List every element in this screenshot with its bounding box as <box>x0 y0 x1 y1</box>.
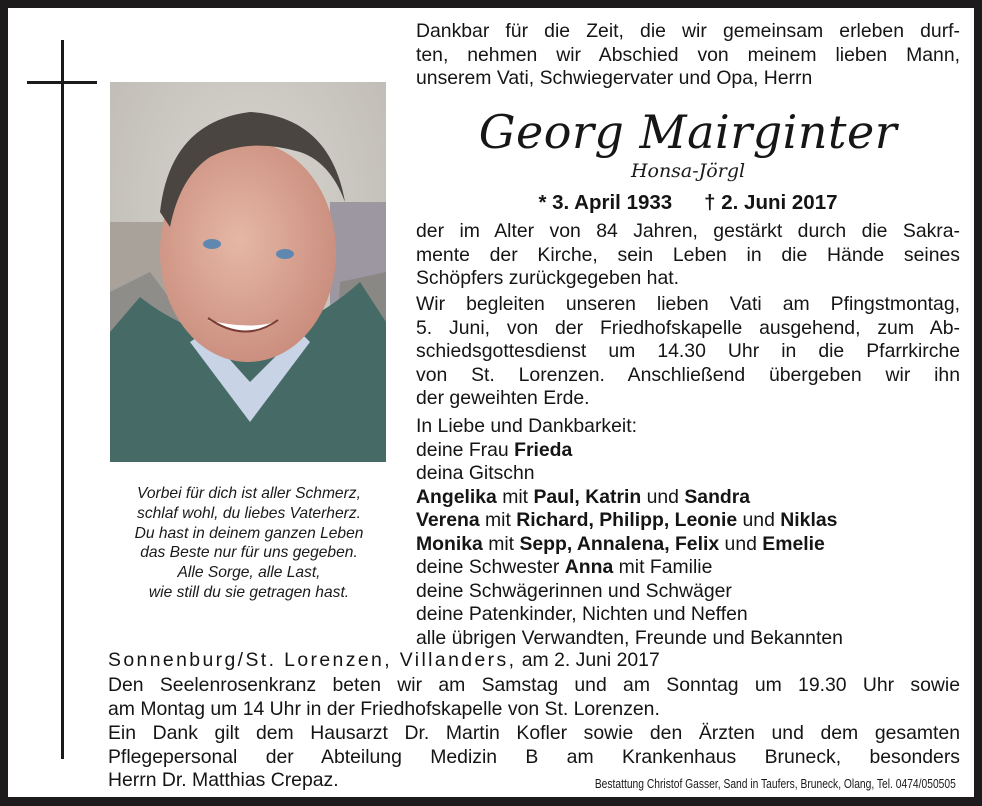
sister-name: Anna <box>564 556 614 578</box>
text-line: der im Alter von 84 Jahren, gestärkt durch die Sakra- <box>416 220 960 242</box>
label: und <box>724 532 757 555</box>
text-line: 5. Juni, von der Friedhofskapelle ausgehend, zum Ab- <box>416 316 960 339</box>
cross-icon <box>61 40 64 759</box>
deceased-name: Georg Mairginter <box>478 105 898 159</box>
label: deine Frau <box>416 438 509 461</box>
mourner-group: alle übrigen Verwandten, Freunde und Bekannten <box>416 626 843 649</box>
text-line: der geweihten Erde. <box>416 387 590 409</box>
label: mit <box>485 509 511 531</box>
partner-names: Emelie <box>762 532 825 555</box>
partner-names: Sandra <box>684 485 751 508</box>
partner-names: Paul, Katrin <box>533 485 642 508</box>
funeral-paragraph <box>416 293 960 411</box>
text-line: Wir begleiten unseren lieben Vati am Pfingstmontag, <box>416 293 960 315</box>
wife-name: Frieda <box>514 438 573 461</box>
intro-paragraph <box>416 20 960 91</box>
label: und <box>742 509 775 531</box>
mourners-list <box>416 415 960 650</box>
mourner-wife <box>416 439 960 463</box>
children-heading: deina Gitschn <box>416 462 535 484</box>
label: und <box>646 485 679 508</box>
undertaker-credit: Bestattung Christof Gasser, Sand in Taufers, Bruneck, Olang, Tel. 0474/050505 <box>594 776 956 791</box>
poem-line: schlaf wohl, du liebes Vaterherz. <box>137 504 361 522</box>
text-line: Pflegepersonal der Abteilung Medizin B am Krankenhaus Bruneck, besonders <box>108 745 960 768</box>
text-line: schiedsgottesdienst um 14.30 Uhr in die Pfarrkirche <box>416 340 960 362</box>
life-dates <box>416 191 960 215</box>
rosary-paragraph <box>108 674 960 721</box>
sacraments-paragraph <box>416 220 960 291</box>
label: deine Schwester <box>416 556 560 578</box>
text-line: Dankbar für die Zeit, die wir gemeinsam erleben durf- <box>416 20 960 42</box>
mourner-sister <box>416 556 960 580</box>
mourner-child <box>416 533 960 557</box>
text-line: Ein Dank gilt dem Hausarzt Dr. Martin Kofler sowie den Ärzten und dem gesamten <box>108 722 960 744</box>
birth-date: * 3. April 1933 <box>538 191 673 214</box>
portrait-illustration <box>110 82 386 462</box>
poem-line: wie still du sie getragen hast. <box>148 583 350 601</box>
text-line: Den Seelenrosenkranz beten wir am Samstag und am Sonntag um 19.30 Uhr sowie <box>108 674 960 696</box>
poem-line: das Beste nur für uns gegeben. <box>140 544 358 562</box>
portrait-photo <box>110 82 386 462</box>
text-line: ten, nehmen wir Abschied von meinem lieben Mann, <box>416 43 960 66</box>
text-line: mente der Kirche, sein Leben in die Hände seines <box>416 243 960 266</box>
deceased-nickname: Honsa-Jörgl <box>630 160 746 182</box>
mourner-group: deine Schwägerinnen und Schwäger <box>416 579 732 602</box>
partner-names: Sepp, Annalena, Felix <box>519 532 720 555</box>
text-line: Schöpfers zurückgegeben hat. <box>416 267 680 289</box>
text-line: von St. Lorenzen. Anschließend übergeben wir ihn <box>416 363 960 386</box>
cross-icon-bar <box>27 81 97 84</box>
poem-line: Alle Sorge, alle Last, <box>177 564 321 582</box>
place-names: Sonnenburg/St. Lorenzen, Villanders, <box>108 649 517 671</box>
child-name: Verena <box>416 509 480 531</box>
text-line: unserem Vati, Schwiegervater und Opa, Herrn <box>416 67 813 89</box>
text-line: Herrn Dr. Matthias Crepaz. <box>108 769 339 791</box>
obituary-notice <box>8 8 974 797</box>
label: mit <box>502 485 529 508</box>
mourners-heading: In Liebe und Dankbarkeit: <box>416 415 637 437</box>
place-and-date <box>108 649 960 673</box>
memorial-poem <box>104 484 394 603</box>
child-name: Monika <box>416 532 483 555</box>
poem-line: Vorbei für dich ist aller Schmerz, <box>137 485 361 502</box>
label: mit <box>488 532 515 555</box>
child-name: Angelika <box>416 485 497 508</box>
text-line: am Montag um 14 Uhr in der Friedhofskapelle von St. Lorenzen. <box>108 697 660 720</box>
notice-date: am 2. Juni 2017 <box>516 649 660 671</box>
label: mit Familie <box>618 556 713 578</box>
mourner-child <box>416 486 960 510</box>
partner-names: Richard, Philipp, Leonie <box>516 509 738 531</box>
partner-names: Niklas <box>780 509 838 531</box>
poem-line: Du hast in deinem ganzen Leben <box>134 524 364 542</box>
death-date: † 2. Juni 2017 <box>704 191 838 214</box>
mourner-group: deine Patenkinder, Nichten und Neffen <box>416 603 748 625</box>
mourner-child <box>416 509 960 533</box>
